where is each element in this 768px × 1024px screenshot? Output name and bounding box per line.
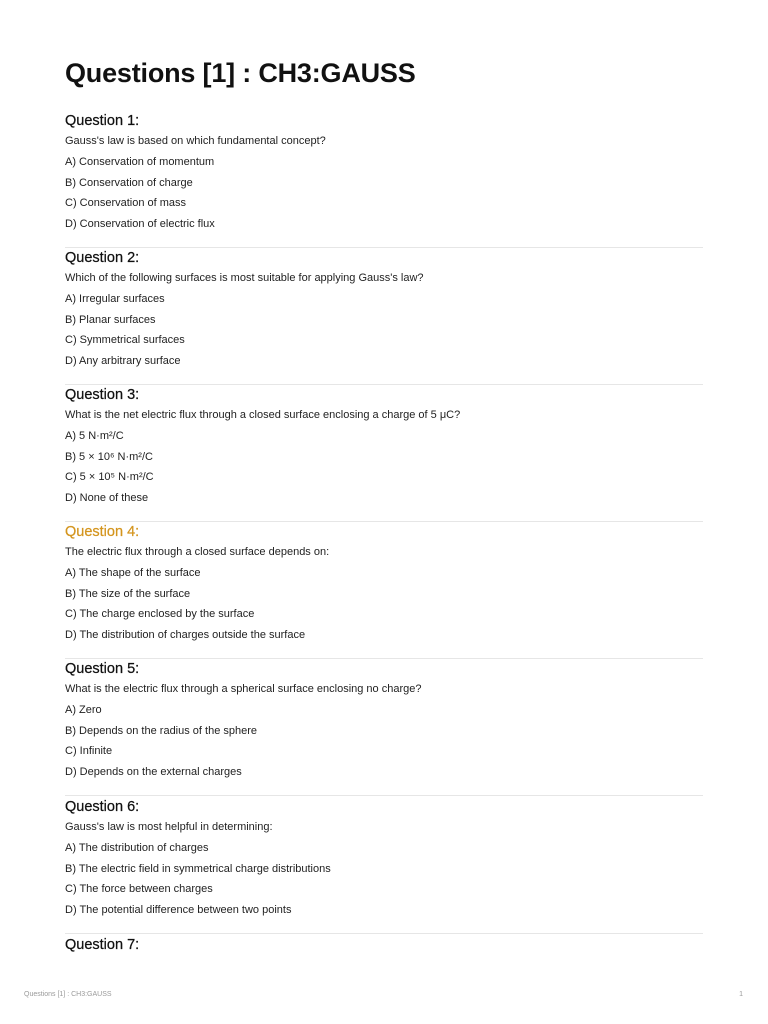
question-heading-highlighted: Question 4: (65, 524, 140, 540)
option-c: C) The force between charges (65, 883, 213, 896)
option-d: D) Depends on the external charges (65, 766, 242, 779)
question-7 (65, 935, 703, 959)
option-a: A) The distribution of charges (65, 842, 209, 854)
option-b: B) 5 × 10⁶ N·m²/C (65, 450, 153, 463)
page-number: 1 (739, 991, 743, 998)
option-c: C) Symmetrical surfaces (65, 334, 185, 347)
option-a: A) 5 N·m²/C (65, 430, 124, 442)
option-d: D) Conservation of electric flux (65, 218, 215, 231)
question-6 (65, 797, 703, 934)
option-c: C) Conservation of mass (65, 197, 187, 210)
option-c: C) The charge enclosed by the surface (65, 608, 255, 621)
option-list (65, 841, 331, 924)
footer-document-title: Questions [1] : CH3:GAUSS (24, 991, 112, 998)
option-a: A) The shape of the surface (65, 567, 201, 579)
option-d: D) Any arbitrary surface (65, 355, 181, 368)
question-heading: Question 2: (65, 250, 140, 266)
option-c: C) Infinite (65, 745, 113, 758)
option-a: A) Zero (65, 704, 102, 716)
option-list (65, 429, 154, 512)
option-d: D) None of these (65, 492, 149, 505)
question-text: Gauss's law is based on which fundamental concept? (65, 135, 326, 147)
question-heading: Question 5: (65, 661, 140, 677)
page-title: Questions [1] : CH3:GAUSS (65, 58, 416, 88)
option-list (65, 566, 305, 649)
option-a: A) Irregular surfaces (65, 293, 165, 305)
option-d: D) The distribution of charges outside the surface (65, 629, 306, 642)
option-b: B) Planar surfaces (65, 313, 156, 326)
question-1 (65, 111, 703, 248)
question-heading: Question 3: (65, 387, 140, 403)
question-heading: Question 7: (65, 937, 140, 953)
option-list (65, 155, 215, 238)
question-text: Gauss's law is most helpful in determining: (65, 821, 273, 833)
option-a: A) Conservation of momentum (65, 156, 215, 168)
option-b: B) The size of the surface (65, 587, 191, 600)
option-list (65, 703, 257, 786)
option-d: D) The potential difference between two points (65, 904, 292, 917)
question-text: What is the electric flux through a spherical surface enclosing no charge? (65, 683, 422, 695)
question-4 (65, 522, 703, 659)
option-c: C) 5 × 10⁵ N·m²/C (65, 471, 154, 484)
option-b: B) Depends on the radius of the sphere (65, 724, 258, 737)
question-text: The electric flux through a closed surface depends on: (65, 546, 330, 558)
question-heading: Question 1: (65, 113, 140, 129)
question-text: What is the net electric flux through a closed surface enclosing a charge of 5 μC? (65, 409, 461, 421)
question-3 (65, 385, 703, 522)
option-b: B) Conservation of charge (65, 176, 193, 189)
question-2 (65, 248, 703, 385)
option-b: B) The electric field in symmetrical charge distributions (65, 862, 331, 875)
question-text: Which of the following surfaces is most suitable for applying Gauss's law? (65, 272, 424, 284)
question-heading: Question 6: (65, 799, 140, 815)
question-5 (65, 659, 703, 796)
option-list (65, 292, 185, 375)
